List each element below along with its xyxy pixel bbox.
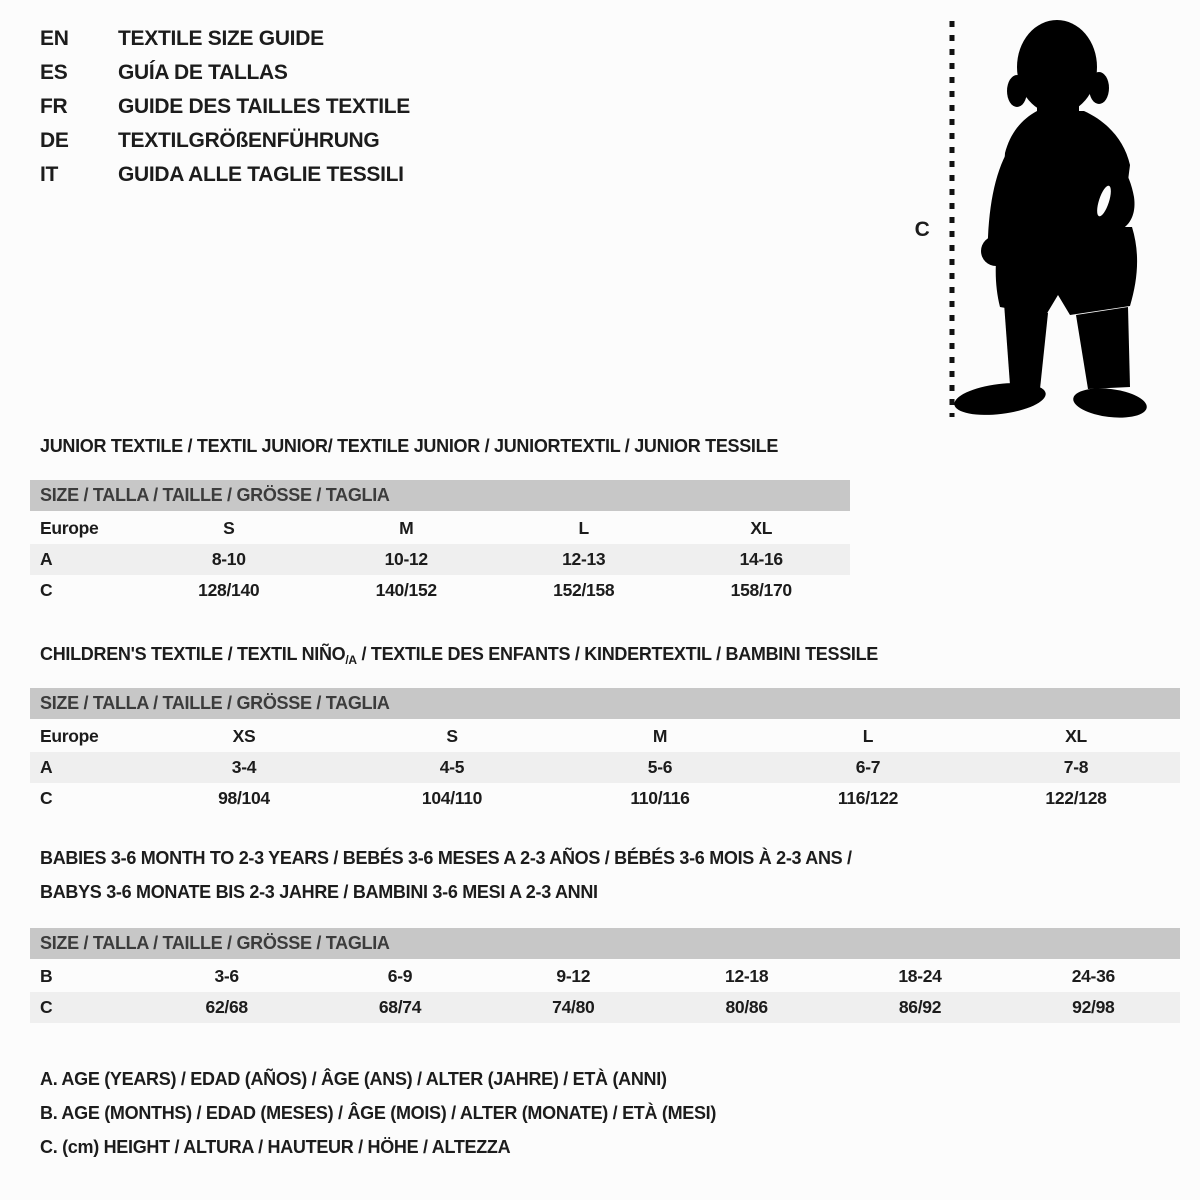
children-title-pre: CHILDREN'S TEXTILE / TEXTIL NIÑO bbox=[40, 644, 346, 664]
language-row bbox=[40, 158, 410, 192]
size-header-bar: SIZE / TALLA / TAILLE / GRÖSSE / TAGLIA bbox=[30, 480, 850, 511]
legend-line-a: A. AGE (YEARS) / EDAD (AÑOS) / ÂGE (ANS) / ALTER (JAHRE) / ETÀ (ANNI) bbox=[40, 1069, 667, 1089]
children-size-table bbox=[30, 688, 1180, 814]
size-cell: L bbox=[862, 726, 874, 746]
baby-silhouette-svg bbox=[938, 15, 1160, 423]
age-cell: 18-24 bbox=[898, 966, 942, 986]
row-label: C bbox=[40, 997, 53, 1017]
size-cell: L bbox=[578, 518, 589, 538]
table-row bbox=[30, 783, 1180, 814]
children-title-post: / TEXTILE DES ENFANTS / KINDERTEXTIL / BAMBINI TESSILE bbox=[356, 644, 878, 664]
age-cell: 12-18 bbox=[725, 966, 769, 986]
table-row bbox=[30, 752, 1180, 783]
legend-line-c: C. (cm) HEIGHT / ALTURA / HAUTEUR / HÖHE / ALTEZZA bbox=[40, 1137, 511, 1157]
age-cell: 3-6 bbox=[214, 966, 239, 986]
height-cell: 74/80 bbox=[552, 997, 595, 1017]
babies-size-table bbox=[30, 928, 1180, 1023]
row-label: B bbox=[40, 966, 53, 986]
table-row bbox=[30, 513, 850, 544]
row-label: A bbox=[40, 757, 53, 777]
height-cell: 140/152 bbox=[375, 580, 437, 600]
table-row bbox=[30, 961, 1180, 992]
language-title: TEXTILGRÖßENFÜHRUNG bbox=[118, 129, 380, 152]
language-code: ES bbox=[40, 61, 68, 84]
age-cell: 6-9 bbox=[387, 966, 413, 986]
age-cell: 3-4 bbox=[231, 757, 257, 777]
size-cell: XL bbox=[1065, 726, 1087, 746]
height-cell: 80/86 bbox=[725, 997, 768, 1017]
age-cell: 7-8 bbox=[1063, 757, 1089, 777]
age-cell: 10-12 bbox=[384, 549, 428, 569]
language-code: DE bbox=[40, 129, 69, 152]
children-title-sub: /A bbox=[345, 653, 357, 667]
height-cell: 86/92 bbox=[898, 997, 942, 1017]
language-title: GUIDA ALLE TAGLIE TESSILI bbox=[118, 163, 404, 186]
table-row bbox=[30, 992, 1180, 1023]
height-cell: 62/68 bbox=[205, 997, 248, 1017]
language-code: IT bbox=[40, 163, 59, 186]
language-row bbox=[40, 124, 410, 158]
language-list bbox=[40, 22, 410, 192]
language-code: EN bbox=[40, 27, 69, 50]
legend bbox=[40, 1062, 716, 1164]
size-cell: M bbox=[399, 518, 414, 538]
height-cell: 110/116 bbox=[630, 788, 690, 808]
size-cell: S bbox=[446, 726, 458, 746]
legend-line-b: B. AGE (MONTHS) / EDAD (MESES) / ÂGE (MOIS) / ALTER (MONATE) / ETÀ (MESI) bbox=[40, 1103, 717, 1123]
height-measure-label: C bbox=[914, 218, 930, 241]
language-row bbox=[40, 56, 410, 90]
baby-silhouette bbox=[953, 20, 1149, 421]
age-cell: 24-36 bbox=[1071, 966, 1115, 986]
height-cell: 122/128 bbox=[1045, 788, 1107, 808]
junior-size-table bbox=[30, 480, 850, 606]
children-section-title bbox=[40, 644, 878, 667]
language-title: TEXTILE SIZE GUIDE bbox=[118, 27, 324, 50]
table-row bbox=[30, 575, 850, 606]
size-cell: XL bbox=[750, 518, 773, 538]
babies-section-title-line2: BABYS 3-6 MONATE BIS 2-3 JAHRE / BAMBINI 3-6 MESI A 2-3 ANNI bbox=[40, 882, 598, 902]
language-title: GUÍA DE TALLAS bbox=[118, 61, 288, 84]
row-label: C bbox=[40, 580, 53, 600]
junior-section-title: JUNIOR TEXTILE / TEXTIL JUNIOR/ TEXTILE JUNIOR / JUNIORTEXTIL / JUNIOR TESSILE bbox=[40, 436, 779, 456]
row-label: Europe bbox=[40, 518, 99, 538]
baby-figure bbox=[938, 15, 1160, 423]
height-cell: 152/158 bbox=[553, 580, 615, 600]
age-cell: 6-7 bbox=[855, 757, 881, 777]
age-cell: 4-5 bbox=[439, 757, 465, 777]
height-cell: 92/98 bbox=[1072, 997, 1115, 1017]
height-cell: 104/110 bbox=[421, 788, 483, 808]
age-cell: 5-6 bbox=[647, 757, 673, 777]
age-cell: 8-10 bbox=[211, 549, 246, 569]
height-cell: 128/140 bbox=[198, 580, 260, 600]
age-cell: 12-13 bbox=[562, 549, 606, 569]
size-cell: S bbox=[223, 518, 235, 538]
language-title: GUIDE DES TAILLES TEXTILE bbox=[118, 95, 410, 118]
height-cell: 98/104 bbox=[218, 788, 270, 808]
row-label: C bbox=[40, 788, 53, 808]
size-header-bar: SIZE / TALLA / TAILLE / GRÖSSE / TAGLIA bbox=[30, 928, 1180, 959]
babies-section-title-line1: BABIES 3-6 MONTH TO 2-3 YEARS / BEBÉS 3-6 MESES A 2-3 AÑOS / BÉBÉS 3-6 MOIS À 2-3 ANS / bbox=[40, 848, 852, 868]
age-cell: 14-16 bbox=[739, 549, 783, 569]
table-row bbox=[30, 544, 850, 575]
height-cell: 158/170 bbox=[730, 580, 792, 600]
language-code: FR bbox=[40, 95, 68, 118]
row-label: A bbox=[40, 549, 53, 569]
table-row bbox=[30, 721, 1180, 752]
size-cell: XS bbox=[232, 726, 256, 746]
language-row bbox=[40, 90, 410, 124]
size-header-bar: SIZE / TALLA / TAILLE / GRÖSSE / TAGLIA bbox=[30, 688, 1180, 719]
language-row bbox=[40, 22, 410, 56]
age-cell: 9-12 bbox=[556, 966, 591, 986]
height-cell: 68/74 bbox=[378, 997, 422, 1017]
row-label: Europe bbox=[40, 726, 99, 746]
size-cell: M bbox=[652, 726, 668, 746]
height-cell: 116/122 bbox=[837, 788, 899, 808]
